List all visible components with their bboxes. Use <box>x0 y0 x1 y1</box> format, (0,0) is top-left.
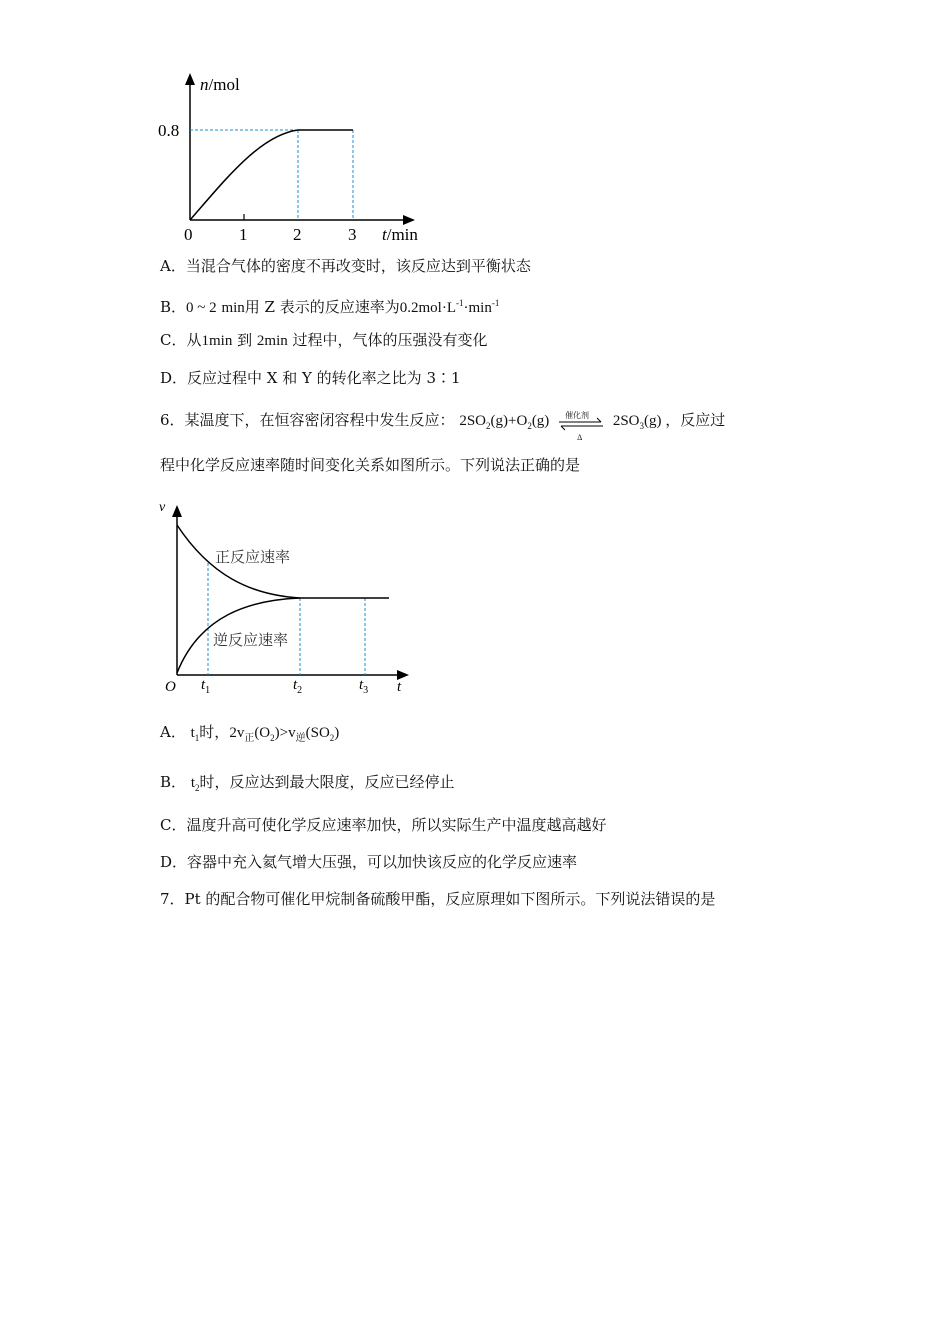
y-axis-label: n/mol <box>200 75 240 94</box>
heat-label: Δ <box>577 432 583 442</box>
origin-label: O <box>165 679 176 695</box>
q6-stem-line1: 6．某温度下，在恒容密闭容程中发生反应： $2SO_2(g)+O_2(g)$ 催化剂 Δ $2SO_3(g)$ ，反应过 <box>160 410 725 436</box>
x-tick-t2: $t_2$ <box>293 677 303 696</box>
x-tick-label-3: 3 <box>348 225 357 244</box>
x-tick-t3: $t_3$ <box>359 677 369 696</box>
catalyst-label: 催化剂 <box>565 410 590 420</box>
x-axis-arrow <box>403 215 415 225</box>
q6-option-a: A． $t_1$时，$2v_正(O_2)>v_逆(SO_2)$ <box>160 723 340 744</box>
y-tick-label-0.8: 0.8 <box>158 121 180 140</box>
q5-option-b: B．0 ~ 2 min用 Z 表示的反应速率为$0.2mol\cdot L^{-1}\cdot\min^{-1}$ <box>160 298 500 316</box>
x-axis-label: t <box>397 679 402 695</box>
y-axis-label: v <box>159 500 166 515</box>
q7-stem: 7．Pt 的配合物可催化甲烷制备硫酸甲酯，反应原理如下图所示。下列说法错误的是 <box>160 890 716 908</box>
x-tick-label-0: 0 <box>184 225 193 244</box>
x-tick-label-2: 2 <box>293 225 302 244</box>
q6-equation: $2SO_2(g)+O_2(g)$ 催化剂 Δ $2SO_3(g)$ <box>459 413 665 429</box>
y-axis-arrow <box>172 505 182 517</box>
q5-option-d: D．反应过程中 X 和 Y 的转化率之比为 3∶1 <box>160 369 461 387</box>
q6-option-c: C．温度升高可使化学反应速率加快，所以实际生产中温度越高越好 <box>160 816 607 834</box>
x-tick-t1: $t_1$ <box>201 677 211 696</box>
series-n-curve <box>190 130 353 220</box>
reversible-arrow <box>553 410 609 442</box>
forward-rate-label: 正反应速率 <box>215 550 291 566</box>
x-tick-label-1: 1 <box>239 225 248 244</box>
q5-option-c: C．从1min 到 2min 过程中，气体的压强没有变化 <box>160 331 488 349</box>
y-axis-arrow <box>185 73 195 85</box>
q6-stem-line2: 程中化学反应速率随时间变化关系如图所示。下列说法正确的是 <box>160 456 581 474</box>
q6-option-d: D．容器中充入氦气增大压强，可以加快该反应的化学反应速率 <box>160 853 578 871</box>
n-vs-t-chart <box>150 70 450 250</box>
x-axis-label: t/min <box>382 225 418 244</box>
q6-option-b: B． $t_2$时，反应达到最大限度，反应已经停止 <box>160 773 455 793</box>
rate-vs-time-chart <box>155 495 425 700</box>
q5-option-a: A．当混合气体的密度不再改变时，该反应达到平衡状态 <box>160 257 531 275</box>
reverse-rate-label: 逆反应速率 <box>213 633 289 649</box>
